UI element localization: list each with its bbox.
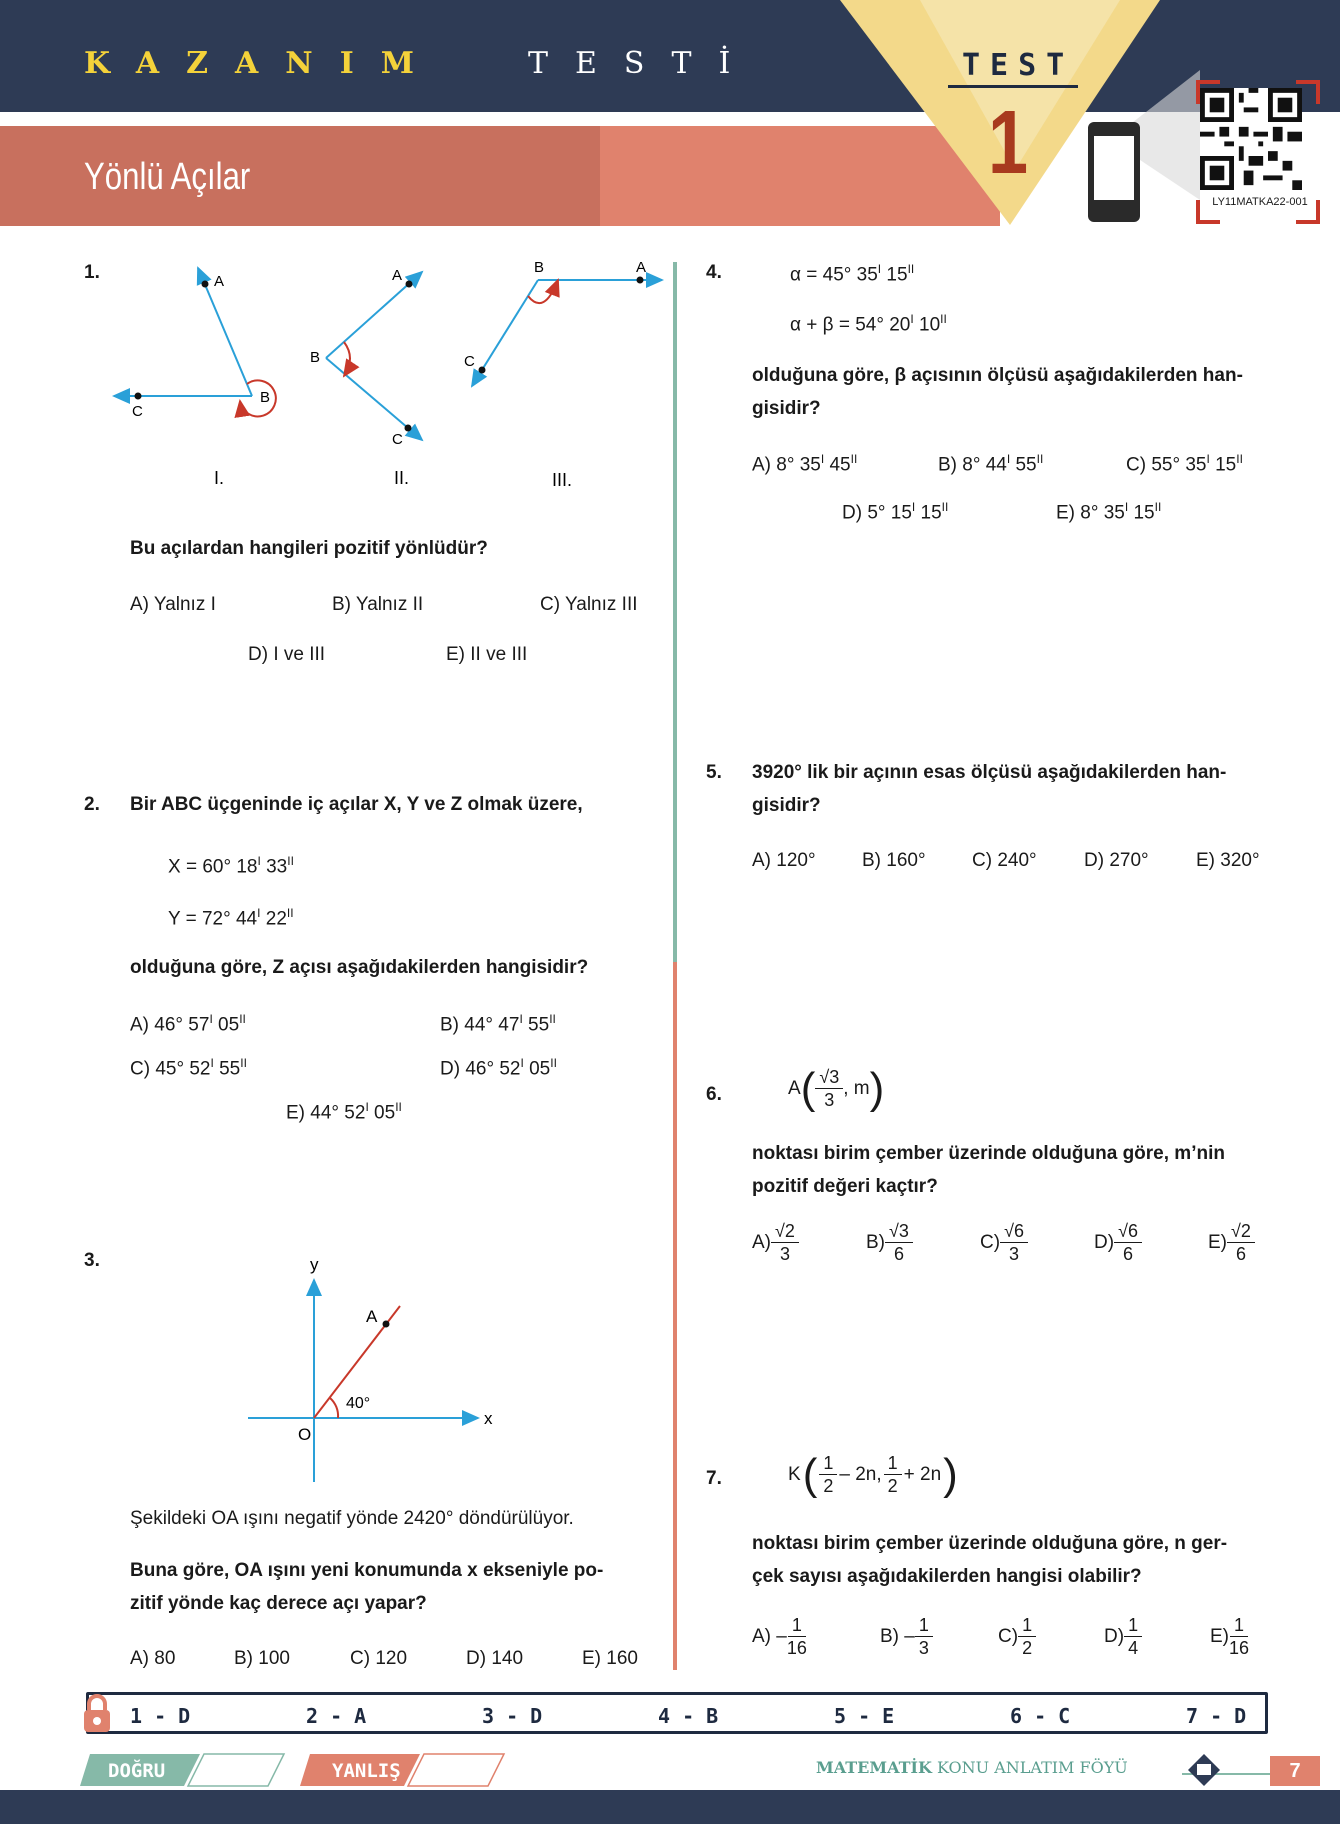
question-6-text-line2: pozitif değeri kaçtır? <box>752 1176 938 1197</box>
answer-6: 6 - C <box>1010 1704 1071 1728</box>
fig3-label-a: A <box>636 259 647 276</box>
q7-option-b[interactable]: B) – $\frac{1}{3}$ <box>880 1614 933 1659</box>
question-4-text-line1: olduğuna göre, β açısının ölçüsü aşağıdakilerden han- <box>752 365 1243 386</box>
q4-option-b[interactable]: B) 8° $44^I$ $55^{II}$ <box>938 452 1044 476</box>
question-3-number: 3. <box>84 1250 100 1271</box>
q6-option-b[interactable]: B) $\frac{√3}{6}$ <box>866 1220 913 1265</box>
fig3-label-c: C <box>464 353 475 370</box>
fig1-label-b: B <box>260 389 271 406</box>
question-6-number: 6. <box>706 1084 722 1105</box>
q5-option-a[interactable]: A) 120° <box>752 850 816 871</box>
phone-screen <box>1094 136 1134 200</box>
fig3-label-b: B <box>534 259 545 276</box>
q5-option-e[interactable]: E) 320° <box>1196 850 1260 871</box>
q3-point-a-label: A <box>366 1307 378 1326</box>
bottom-band <box>0 1790 1340 1824</box>
header-kazanim: KAZANIM <box>84 46 441 81</box>
q1-figure-3 <box>464 259 662 386</box>
page-title: Yönlü Açılar <box>84 156 251 198</box>
question-4-number: 4. <box>706 262 722 283</box>
q3-option-e[interactable]: E) 160 <box>582 1648 638 1669</box>
q6-option-d[interactable]: D) $\frac{√6}{6}$ <box>1094 1220 1142 1265</box>
q3-option-b[interactable]: B) 100 <box>234 1648 290 1669</box>
answer-4: 4 - B <box>658 1704 719 1728</box>
q5-option-c[interactable]: C) 240° <box>972 850 1037 871</box>
question-1-text: Bu açılardan hangileri pozitif yönlüdür? <box>130 538 488 559</box>
fig3-caption: III. <box>552 470 573 488</box>
q1-option-a[interactable]: A) Yalnız I <box>130 594 216 615</box>
question-2-number: 2. <box>84 794 100 815</box>
q4-option-c[interactable]: C) 55° $35^I$ $15^{II}$ <box>1126 452 1243 476</box>
question-3-statement: Şekildeki OA ışını negatif yönde 2420° döndürülüyor. <box>130 1508 574 1529</box>
test-number: 1 <box>988 93 1029 193</box>
q2-option-a[interactable]: A) 46° $57^I$ $05^{II}$ <box>130 1012 246 1036</box>
page-number: 7 <box>1270 1756 1320 1786</box>
q2-option-e[interactable]: E) 44° $52^I$ $05^{II}$ <box>286 1100 402 1124</box>
qr-code-icon[interactable] <box>1200 88 1302 190</box>
q6-option-a[interactable]: A) $\frac{√2}{3}$ <box>752 1220 799 1265</box>
question-7-number: 7. <box>706 1468 722 1489</box>
yanlis-label: YANLIŞ <box>332 1760 401 1782</box>
answer-3: 3 - D <box>482 1704 543 1728</box>
q7-option-e[interactable]: E) $\frac{1}{16}$ <box>1210 1615 1250 1658</box>
lock-icon <box>80 1692 114 1736</box>
question-1-number: 1. <box>84 262 100 283</box>
qr-code-label: LY11MATKA22-001 <box>1212 196 1308 208</box>
q4-option-a[interactable]: A) 8° $35^I$ $45^{II}$ <box>752 452 858 476</box>
question-5-text-line2: gisidir? <box>752 795 821 816</box>
q6-point-expression: A ( $\frac{√3}{3}$ , m ) <box>788 1063 885 1113</box>
header-testi: TESTİ <box>528 46 758 81</box>
q1-option-b[interactable]: B) Yalnız II <box>332 594 424 615</box>
q3-angle-label: 40° <box>346 1395 371 1412</box>
q2-y-value: Y = 72° $44^I$ $22^{II}$ <box>168 906 294 930</box>
fig1-caption: I. <box>214 468 225 488</box>
dogru-label: DOĞRU <box>108 1760 166 1782</box>
q5-option-b[interactable]: B) 160° <box>862 850 926 871</box>
q6-option-e[interactable]: E) $\frac{√2}{6}$ <box>1208 1220 1255 1265</box>
question-4-text-line2: gisidir? <box>752 398 821 419</box>
q1-angle-figures <box>100 258 680 488</box>
q7-option-c[interactable]: C) $\frac{1}{2}$ <box>998 1614 1036 1659</box>
q7-point-expression: K ( $\frac{1}{2}$ – 2n, $\frac{1}{2}$ + 2n ) <box>788 1449 958 1499</box>
question-7-text-line1: noktası birim çember üzerinde olduğuna göre, n ger- <box>752 1533 1228 1554</box>
answer-1: 1 - D <box>130 1704 191 1728</box>
q5-option-d[interactable]: D) 270° <box>1084 850 1149 871</box>
fig1-label-c: C <box>132 403 143 420</box>
q3-coordinate-figure <box>240 1250 500 1490</box>
question-5-text-line1: 3920° lik bir açının esas ölçüsü aşağıdakilerden han- <box>752 762 1227 783</box>
test-label-underline <box>948 85 1078 88</box>
q2-option-d[interactable]: D) 46° $52^I$ $05^{II}$ <box>440 1056 557 1080</box>
answer-5: 5 - E <box>834 1704 895 1728</box>
q1-figure-2 <box>310 267 422 448</box>
question-3-text-line2: zitif yönde kaç derece açı yapar? <box>130 1593 427 1614</box>
q2-x-value: X = 60° $18^I$ $33^{II}$ <box>168 854 294 878</box>
answer-7: 7 - D <box>1186 1704 1247 1728</box>
column-divider-bottom <box>673 962 677 1670</box>
book-icon <box>1186 1752 1222 1788</box>
q2-option-c[interactable]: C) 45° $52^I$ $55^{II}$ <box>130 1056 247 1080</box>
q3-origin-label: O <box>298 1425 312 1444</box>
q6-option-c[interactable]: C) $\frac{√6}{3}$ <box>980 1220 1028 1265</box>
answer-2: 2 - A <box>306 1704 367 1728</box>
book-title: MATEMATİK KONU ANLATIM FÖYÜ <box>816 1758 1128 1777</box>
q4-option-e[interactable]: E) 8° $35^I$ $15^{II}$ <box>1056 500 1162 524</box>
fig2-label-a: A <box>392 267 403 284</box>
q4-option-d[interactable]: D) 5° $15^I$ $15^{II}$ <box>842 500 949 524</box>
q4-alpha-value: α = 45° $35^I$ $15^{II}$ <box>790 262 915 286</box>
fig2-label-b: B <box>310 349 321 366</box>
q3-option-a[interactable]: A) 80 <box>130 1648 176 1669</box>
question-7-text-line2: çek sayısı aşağıdakilerden hangisi olabilir? <box>752 1566 1142 1587</box>
fig2-label-c: C <box>392 431 403 448</box>
fig2-caption: II. <box>394 468 410 488</box>
q7-option-d[interactable]: D) $\frac{1}{4}$ <box>1104 1614 1142 1659</box>
q7-option-a[interactable]: A) – $\frac{1}{16}$ <box>752 1615 807 1658</box>
q1-figure-1 <box>114 268 276 420</box>
q3-x-axis-label: x <box>484 1409 493 1428</box>
q1-option-e[interactable]: E) II ve III <box>446 644 528 665</box>
question-2-text: olduğuna göre, Z açısı aşağıdakilerden hangisidir? <box>130 957 589 978</box>
q1-option-d[interactable]: D) I ve III <box>248 644 326 665</box>
q1-option-c[interactable]: C) Yalnız III <box>540 594 638 615</box>
q3-y-axis-label: y <box>310 1255 319 1274</box>
q2-option-b[interactable]: B) 44° $47^I$ $55^{II}$ <box>440 1012 556 1036</box>
question-3-text-line1: Buna göre, OA ışını yeni konumunda x ekseniyle po- <box>130 1560 604 1581</box>
q3-option-d[interactable]: D) 140 <box>466 1648 524 1669</box>
test-label: TEST <box>962 48 1075 83</box>
question-5-number: 5. <box>706 762 722 783</box>
question-2-intro: Bir ABC üçgeninde iç açılar X, Y ve Z olmak üzere, <box>130 794 583 815</box>
q3-option-c[interactable]: C) 120 <box>350 1648 408 1669</box>
q4-alpha-beta-value: α + β = 54° $20^I$ $10^{II}$ <box>790 312 947 336</box>
question-6-text-line1: noktası birim çember üzerinde olduğuna göre, m’nin <box>752 1143 1225 1164</box>
fig1-label-a: A <box>214 273 225 290</box>
